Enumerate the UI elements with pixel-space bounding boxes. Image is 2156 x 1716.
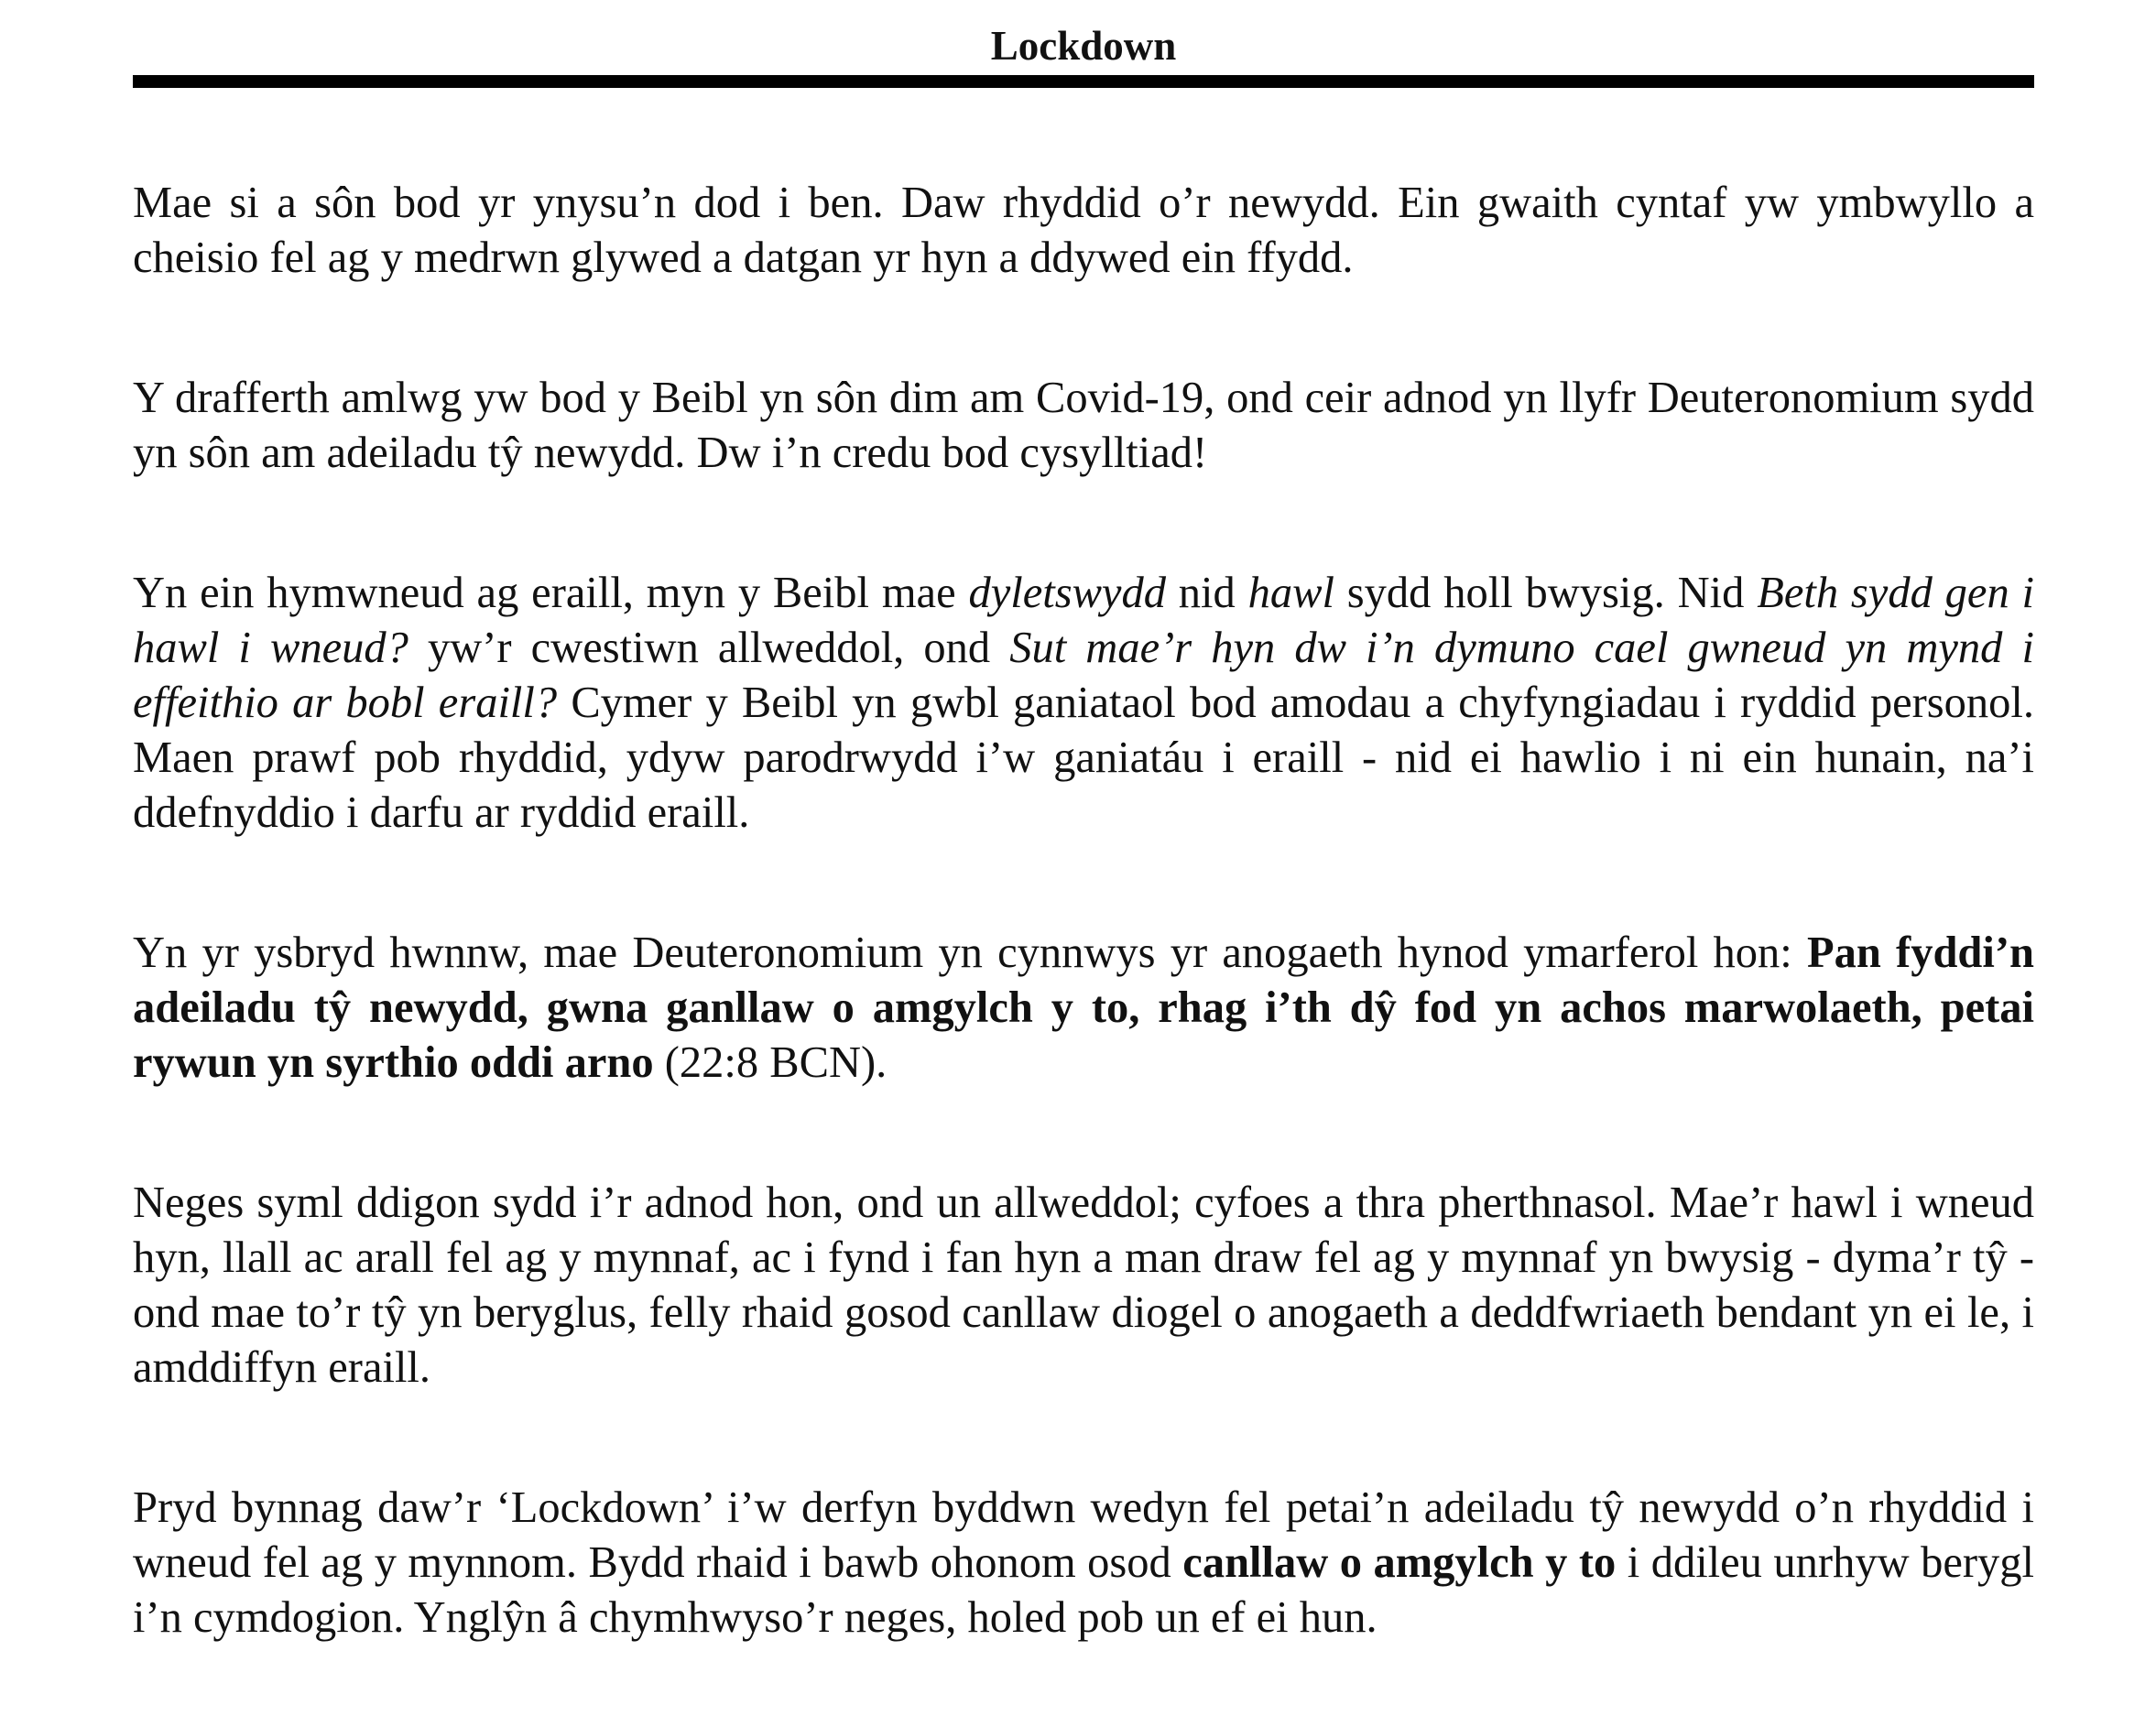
paragraph-3 xyxy=(133,566,2034,841)
paragraph-text: nid xyxy=(1165,569,1248,617)
document-page xyxy=(133,0,2034,1716)
paragraph-text: sydd holl bwysig. Nid xyxy=(1334,569,1758,617)
document-body xyxy=(133,176,2034,1645)
paragraph-text: Mae si a sôn bod yr ynysu’n dod i ben. Daw rhyddid o’r newydd. Ein gwaith cyntaf yw ymbwyllo a cheisio fel ag y medrwn glywed a datgan yr hyn a ddywed ein ffydd. xyxy=(133,179,2034,282)
paragraph-text: Yn ein hymwneud ag eraill, myn y Beibl mae xyxy=(133,569,969,617)
paragraph-text: Cymer y Beibl yn gwbl ganiataol bod amodau a chyfyngiadau i ryddid personol. Maen prawf pob rhyddid, ydyw parodrwydd i’w ganiatáu i eraill - nid ei hawlio i ni ein hunain, na’i ddefnyddio i darfu ar ryddid eraill. xyxy=(133,679,2035,837)
document-title: Lockdown xyxy=(990,23,1177,69)
paragraph-text: i ddileu unrhyw berygl i’n cymdogion. Ynglŷn â chymhwyso’r neges, holed pob un ef ei hun. xyxy=(133,1538,2034,1642)
title-rule xyxy=(133,75,2034,88)
paragraph-text: Neges syml ddigon sydd i’r adnod hon, ond un allweddol; cyfoes a thra pherthnasol. Mae’r hawl i wneud hyn, llall ac arall fel ag y mynnaf, ac i fynd i fan hyn a man draw fel ag y mynnaf yn bwysig - dyma’r tŷ - ond mae to’r tŷ yn beryglus, felly rhaid gosod canllaw diogel o anogaeth a deddfwriaeth bendant yn ei le, i amddiffyn eraill. xyxy=(133,1178,2034,1392)
bold-phrase-canllaw: canllaw o amgylch y to xyxy=(1182,1538,1617,1587)
italic-question-rights: Beth sydd gen i hawl i wneud? xyxy=(133,569,2035,672)
paragraph-5 xyxy=(133,1176,2034,1396)
paragraph-text: Pryd bynnag daw’r ‘Lockdown’ i’w derfyn byddwn wedyn fel petai’n adeiladu tŷ newydd o’n rhyddid i wneud fel ag y mynnom. Bydd rhaid i bawb ohonom osod xyxy=(133,1483,2034,1587)
paragraph-text: yw’r cwestiwn allweddol, ond xyxy=(408,624,1010,672)
paragraph-4 xyxy=(133,926,2034,1091)
bible-reference: (22:8 BCN). xyxy=(653,1038,887,1087)
bible-quote: Pan fyddi’n adeiladu tŷ newydd, gwna ganllaw o amgylch y to, rhag i’th dŷ fod yn achos marwolaeth, petai rywun yn syrthio oddi arno xyxy=(133,929,2034,1087)
paragraph-2 xyxy=(133,371,2034,481)
paragraph-text: Y drafferth amlwg yw bod y Beibl yn sôn dim am Covid-19, ond ceir adnod yn llyfr Deuteronomium sydd yn sôn am adeiladu tŷ newydd. Dw i’n credu bod cysylltiad! xyxy=(133,374,2034,477)
italic-term-dyletswydd: dyletswydd xyxy=(968,569,1166,617)
italic-question-effect: Sut mae’r hyn dw i’n dymuno cael gwneud yn mynd i effeithio ar bobl eraill? xyxy=(133,624,2034,727)
paragraph-1 xyxy=(133,176,2034,286)
paragraph-text: Yn yr ysbryd hwnnw, mae Deuteronomium yn cynnwys yr anogaeth hynod ymarferol hon: xyxy=(133,929,1807,977)
paragraph-6 xyxy=(133,1481,2034,1645)
italic-term-hawl: hawl xyxy=(1247,569,1334,617)
